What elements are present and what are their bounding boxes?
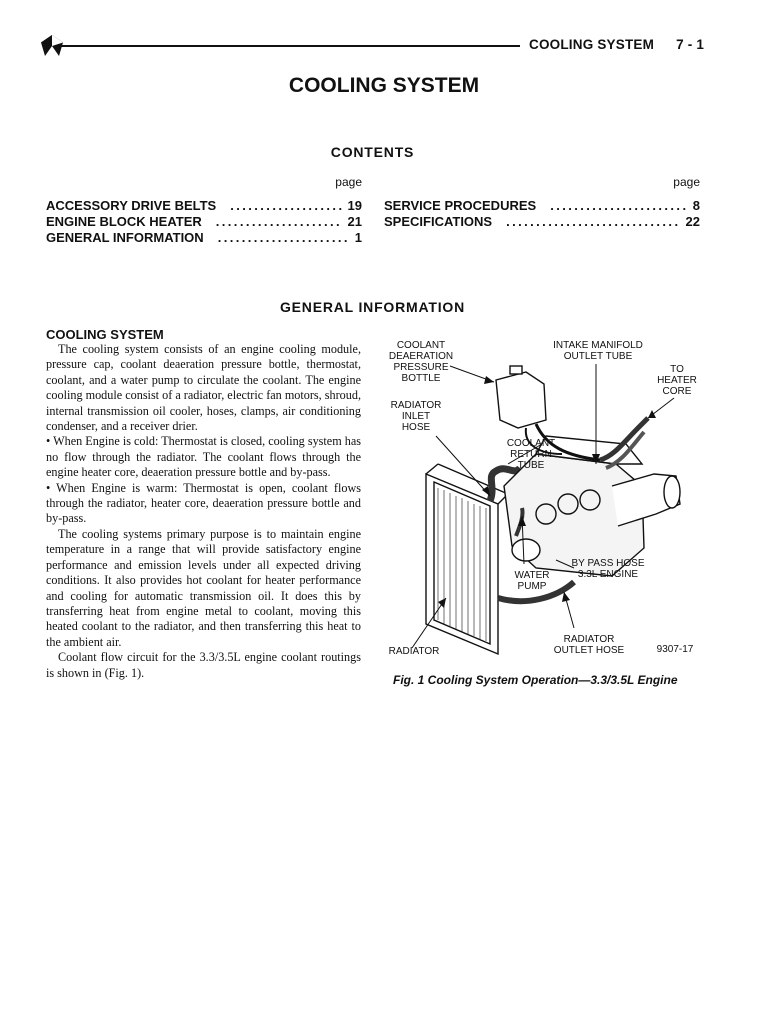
page-number: 7 - 1: [676, 37, 705, 52]
general-information-heading: GENERAL INFORMATION: [279, 299, 465, 315]
toc-right-column: [384, 198, 700, 230]
running-head: [529, 37, 704, 52]
label-radiator-outlet: RADIATOR OUTLET HOSE: [553, 634, 625, 656]
label-radiator: RADIATOR: [388, 646, 440, 657]
bullet-paragraph: • When Engine is warm: Thermostat is open, coolant flows through the radiator, heater core, deaeration pressure bottle and by-pass.: [46, 480, 361, 526]
figure-caption: Fig. 1 Cooling System Operation—3.3/3.5L Engine: [393, 673, 678, 687]
toc-left-column: [46, 198, 362, 246]
leader-dots: [230, 198, 341, 213]
cooling-system-figure: [386, 336, 704, 664]
running-title: COOLING SYSTEM: [529, 37, 655, 52]
label-radiator-inlet: RADIATOR INLET HOSE: [390, 400, 442, 433]
leader-dots: [506, 214, 679, 229]
toc-entry[interactable]: [46, 230, 362, 246]
page-column-label: page: [335, 175, 362, 189]
toc-entry-page: 21: [347, 214, 362, 229]
body-text: [46, 342, 361, 681]
label-bypass-hose: BY PASS HOSE 3.3L ENGINE: [571, 558, 645, 580]
section-heading: COOLING SYSTEM: [46, 327, 164, 342]
toc-entry[interactable]: [46, 214, 362, 230]
toc-entry-label: ACCESSORY DRIVE BELTS: [46, 198, 217, 213]
contents-heading: CONTENTS: [330, 144, 415, 160]
header-rule: [58, 45, 520, 47]
toc-entry-label: ENGINE BLOCK HEATER: [46, 214, 202, 229]
label-coolant-return: COOLANT RETURN TUBE: [506, 438, 556, 471]
leader-dots: [550, 198, 687, 213]
label-coolant-bottle: COOLANT DEAERATION PRESSURE BOTTLE: [388, 340, 454, 384]
toc-entry-page: 8: [692, 198, 700, 213]
paragraph: The cooling system consists of an engine cooling module, pressure cap, coolant deaeration pressure bottle, thermostat, coolant, and a water pump to circulate the coolant. The engine cooling module consist of a radiator, electric fan motors, shroud, internal transmission oil cooler, hoses, clamps, air conditioning condenser, and a receiver drier.: [46, 342, 361, 434]
toc-entry[interactable]: [384, 214, 700, 230]
label-water-pump: WATER PUMP: [514, 570, 550, 592]
toc-entry[interactable]: [384, 198, 700, 214]
toc-entry-label: GENERAL INFORMATION: [46, 230, 204, 245]
bullet-paragraph: • When Engine is cold: Thermostat is closed, cooling system has no flow through the radiator. The coolant flows through the engine heater core, deaeration pressure bottle and by-pass.: [46, 434, 361, 480]
leader-dots: [218, 230, 349, 245]
paragraph: Coolant flow circuit for the 3.3/3.5L engine coolant routings is shown in (Fig. 1).: [46, 650, 361, 680]
page-title: COOLING SYSTEM: [288, 74, 480, 97]
figure-code: 9307-17: [656, 644, 694, 655]
page-column-label: page: [673, 175, 700, 189]
paragraph: The cooling systems primary purpose is to maintain engine temperature in a range that will provide satisfactory engine performance and emission levels under all expected driving conditions. It also provides hot coolant for heater performance and cooling for automatic transmission oil. It does this by transferring heat from engine metal to coolant, moving this heated coolant to the radiator, and then transferring this heat to the ambient air.: [46, 526, 361, 649]
leader-dots: [216, 214, 342, 229]
label-to-heater-core: TO HEATER CORE: [657, 364, 697, 397]
toc-entry-page: 22: [685, 214, 700, 229]
toc-entry-page: 19: [347, 198, 362, 213]
toc-entry-label: SPECIFICATIONS: [384, 214, 493, 229]
toc-entry-label: SERVICE PROCEDURES: [384, 198, 537, 213]
toc-entry[interactable]: [46, 198, 362, 214]
label-intake-manifold: INTAKE MANIFOLD OUTLET TUBE: [553, 340, 643, 362]
toc-entry-page: 1: [354, 230, 362, 245]
